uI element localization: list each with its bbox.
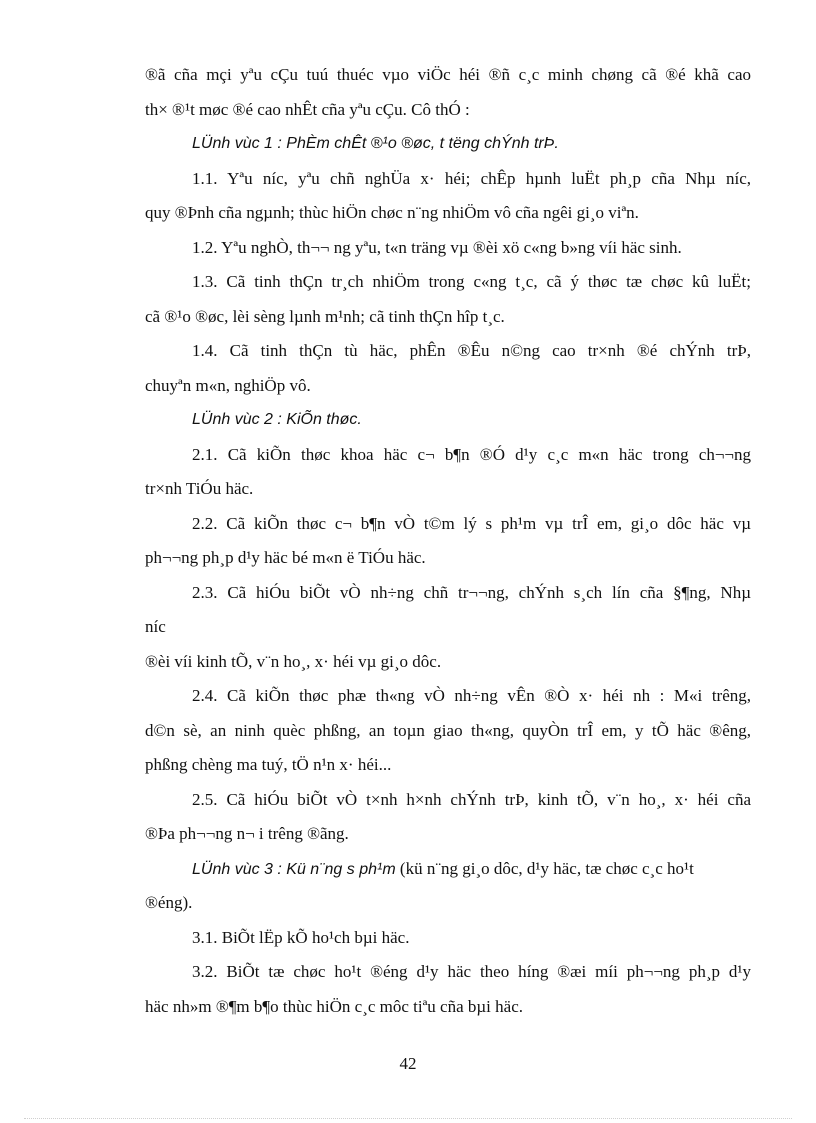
text-line: 1.2. Yªu nghÒ, th¬¬ ng yªu, t«n träng vµ ®èi xö c«ng b»ng víi häc sinh.	[192, 237, 682, 257]
text-line: quy ®Þnh cña ngµnh; thùc hiÖn chøc n¨ng nhiÖm vô cña ngêi gi¸o viªn.	[145, 203, 639, 222]
text-line: níc	[145, 617, 166, 636]
text-line: ®èi víi kinh tÕ, v¨n ho¸, x· héi vµ gi¸o dôc.	[145, 651, 442, 671]
text-line: ®Þa ph¬¬ng n¬ i trêng ®ãng.	[145, 824, 349, 843]
text-line: 2.4. Cã kiÕn thøc phæ th«ng vÒ nh÷ng vÊn ®Ò x· héi nh : M«i trêng,	[192, 686, 751, 705]
section-heading: LÜnh vùc 3 : Kü n¨ng s ph¹m	[192, 860, 396, 878]
section-heading: LÜnh vùc 2 : KiÕn thøc.	[192, 411, 362, 428]
text-line: 2.2. Cã kiÕn thøc c¬ b¶n vÒ t©m lý s ph¹m vµ trÎ em, gi¸o dôc häc vµ	[192, 513, 751, 533]
text-line: d©n sè, an ninh quèc phßng, an toµn giao th«ng, quyÒn trÎ em, y tÕ häc ®êng,	[145, 720, 751, 740]
text-line: 2.5. Cã hiÓu biÕt vÒ t×nh h×nh chÝnh trÞ, kinh tÕ, v¨n ho¸, x· héi cña	[192, 789, 751, 809]
text-line: 1.1. Yªu níc, yªu chñ nghÜa x· héi; chÊp hµnh luËt ph¸p cña Nhµ níc,	[192, 168, 751, 188]
text-line: chuyªn m«n, nghiÖp vô.	[145, 375, 311, 395]
text-line	[145, 852, 751, 887]
page-bottom-divider	[24, 1118, 792, 1119]
section-heading: LÜnh vùc 1 : PhÈm chÊt ®¹o ®øc, t tëng chÝnh trÞ.	[192, 135, 559, 152]
text-line: tr×nh TiÓu häc.	[145, 479, 254, 498]
text-line: cã ®¹o ®øc, lèi sèng lµnh m¹nh; cã tinh thÇn hîp t¸c.	[145, 306, 505, 326]
text-line: häc nh»m ®¶m b¶o thùc hiÖn c¸c môc tiªu cña bµi häc.	[145, 996, 523, 1016]
document-body	[145, 58, 751, 1024]
text-line: 2.3. Cã hiÓu biÕt vÒ nh÷ng chñ tr¬¬ng, chÝnh s¸ch lín cña §¶ng, Nhµ	[192, 582, 751, 602]
text-line: ®éng).	[145, 893, 193, 912]
page-number: 42	[399, 1054, 417, 1073]
text-line: 3.1. BiÕt lËp kÕ ho¹ch bµi häc.	[192, 927, 410, 947]
text-line: 1.4. Cã tinh thÇn tù häc, phÊn ®Êu n©ng cao tr×nh ®é chÝnh trÞ,	[192, 341, 751, 360]
text-line: ®ã cña mçi yªu cÇu tuú thuéc vµo viÖc héi ®ñ c¸c minh chøng cã ®é khã cao	[145, 65, 751, 84]
text-line: 2.1. Cã kiÕn thøc khoa häc c¬ b¶n ®Ó d¹y c¸c m«n häc trong ch¬¬ng	[192, 444, 751, 464]
section-heading-note: (kü n¨ng gi¸o dôc, d¹y häc, tæ chøc c¸c ho¹t	[395, 858, 694, 878]
text-line: 1.3. Cã tinh thÇn tr¸ch nhiÖm trong c«ng t¸c, cã ý thøc tæ chøc kû luËt;	[192, 272, 751, 291]
text-line: phßng chèng ma tuý, tÖ n¹n x· héi...	[145, 755, 392, 774]
text-line: th× ®¹t møc ®é cao nhÊt cña yªu cÇu. Cô thÓ :	[145, 99, 470, 119]
text-line: ph¬¬ng ph¸p d¹y häc bé m«n ë TiÓu häc.	[145, 548, 426, 567]
text-line: 3.2. BiÕt tæ chøc ho¹t ®éng d¹y häc theo híng ®æi míi ph¬¬ng ph¸p d¹y	[192, 962, 751, 981]
